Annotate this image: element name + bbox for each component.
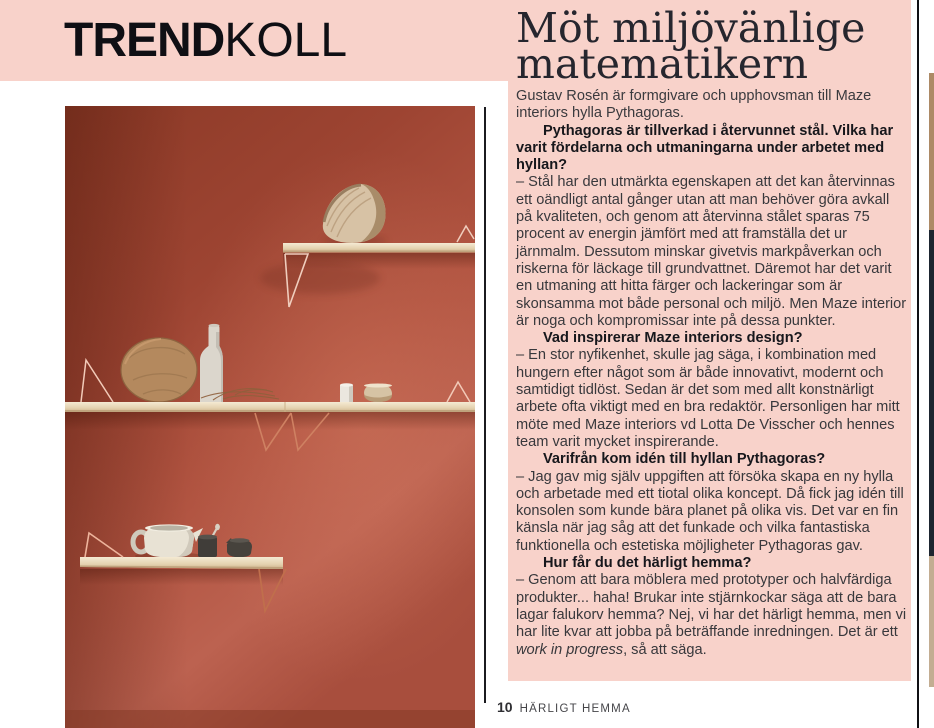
question-4: Hur får du det härligt hemma? (543, 555, 752, 572)
next-page-edge-bottom (929, 556, 934, 687)
beige-bowl (364, 384, 392, 403)
question-1: Pythagoras är tillverkad i återvunnet stål. Vilka har varit fördelarna och utmaningarna under arbetet med hyllan? (516, 122, 894, 174)
shelves-photo-illustration (65, 106, 475, 728)
page-edge-rule (917, 0, 919, 728)
answer-4-text: – Genom att bara möblera med prototyper och halvfärdiga produkter... haha! Brukar inte stjärnkockar säga att de bara lagar falukorv hemma? Nej, vi har det härligt hemma, men vi har lite kvar att jobba på beträffande inredningen. Det är ett (516, 572, 907, 641)
answer-2: – En stor nyfikenhet, skulle jag säga, i kombination med hungern efter något som är både innovativt, modernt och samtidigt tidlöst. Sedan är det som med allt konstnärligt arbete ofta viktigt med en bra redaktör. Personligen har mitt möte med Maze interiors vd Lotta De Visscher och hennes team varit mycket inspirerande. (516, 347, 900, 450)
answer-1: – Stål har den utmärkta egenskapen att det kan återvinnas ett oändligt antal gånger utan att man behöver göra avkall på kvaliteten, och genom att återvinna stålet sparas 75 procent av energin jämfört med att framställa det ur järnmalm. Dessutom minskar givetvis markpåverkan och riskerna för läckage till grundvattnet. Däremot har det varit en utmaning att hitta färger och lackeringar som är skonsamma mot både personal och miljö. Men Maze interior är noga och kompromissar inte på dessa punkter. (516, 174, 907, 329)
article-intro: Gustav Rosén är formgivare och upphovsman till Maze interiors hylla Pythagoras. (516, 88, 872, 122)
next-page-edge-top (929, 73, 934, 230)
article-title-line1: Möt miljövänlige (516, 4, 866, 52)
next-page-edge-middle (929, 230, 934, 556)
magazine-name: HÄRLIGT HEMMA (519, 703, 631, 715)
article-title-line2: matematikern (516, 40, 809, 88)
page-footer (497, 699, 631, 717)
column-divider-rule (484, 107, 486, 703)
next-page-edge (929, 0, 934, 728)
question-2: Vad inspirerar Maze interiors design? (543, 330, 803, 347)
section-header (64, 16, 347, 66)
section-header-koll: KOLL (224, 14, 348, 67)
answer-4 (516, 572, 908, 658)
answer-4-tail: , så att säga. (623, 641, 707, 658)
article-title (516, 4, 908, 88)
answer-3: – Jag gav mig själv uppgiften att försöka skapa en ny hylla och arbetade med ett tiotal olika koncept. Då fick jag idén till konsolen som kunde bära planet på olika vis. Det var en fin känsla när jag såg att det funkade och vilka fantastiska funktionella och estetiska möjligheter Pythagoras gav. (516, 468, 904, 554)
white-cylinder-vase (340, 383, 353, 402)
wooden-platter (121, 338, 197, 402)
article-column (516, 4, 908, 659)
dark-creamer (226, 538, 252, 557)
section-header-trend: TREND (64, 14, 225, 67)
article-body (516, 88, 908, 659)
article-photo (65, 106, 475, 728)
question-3: Varifrån kom idén till hyllan Pythagoras? (543, 451, 826, 468)
page-number: 10 (497, 699, 513, 715)
answer-4-italic: work in progress (516, 641, 624, 658)
